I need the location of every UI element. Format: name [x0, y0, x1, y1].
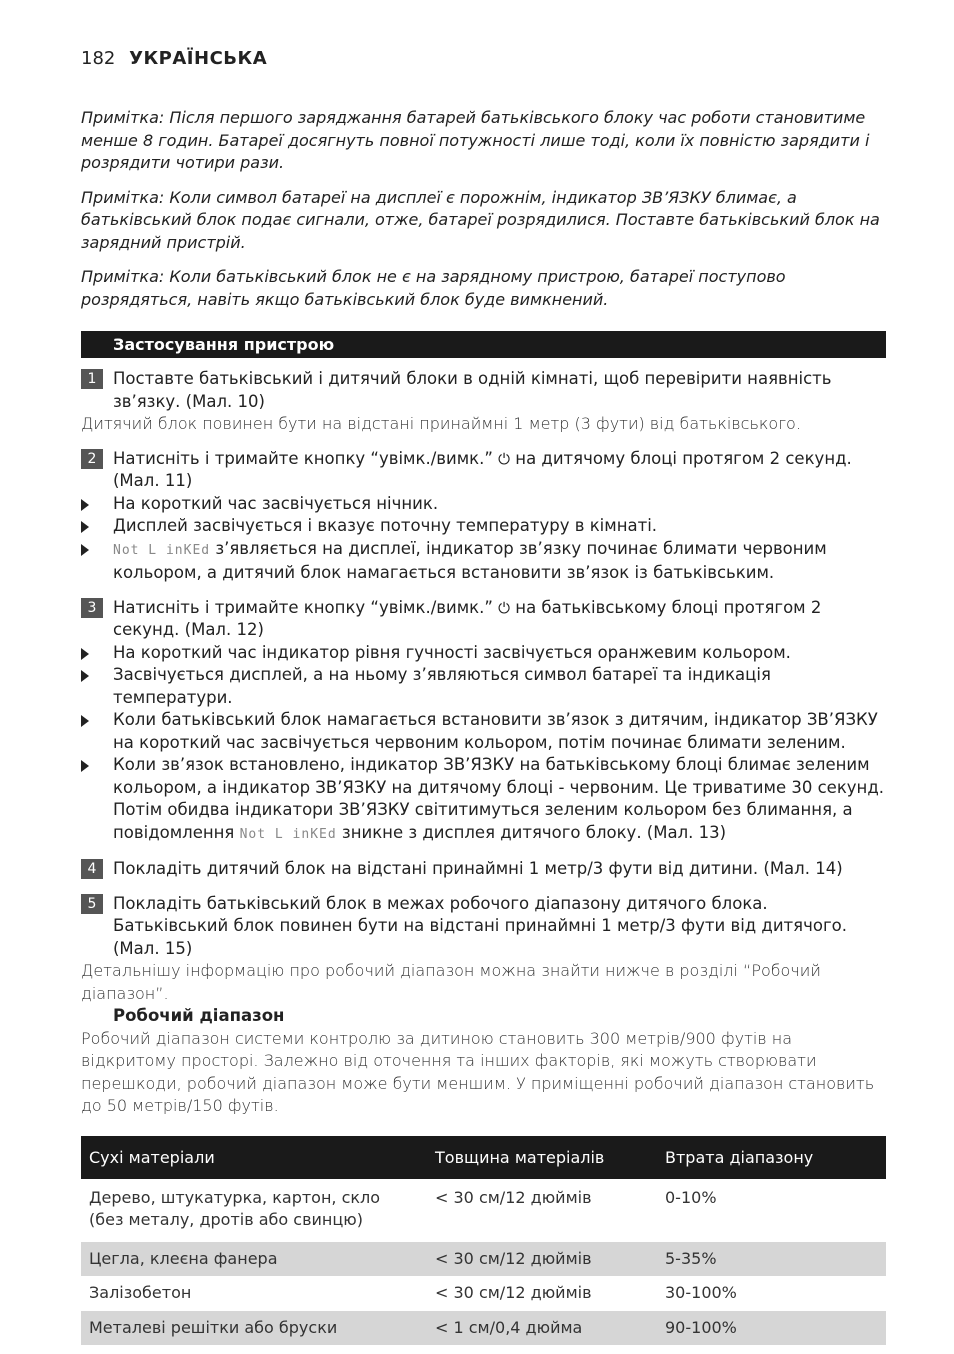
step-2 [81, 448, 886, 493]
table-cell: < 30 см/12 дюймів [435, 1283, 592, 1302]
note-1: Примітка: Після першого заряджання батарей батьківського блоку час роботи становитиме менше 8 годин. Батареї досягнуть повної потужності лише тоді, коли їх повністю зарядити і розрядити чотири рази. [81, 108, 870, 172]
step-text: Натисніть і тримайте кнопку “увімк./вимк.” [113, 597, 499, 617]
table-cell: < 30 см/12 дюймів [427, 1242, 657, 1277]
table-cell: Дерево, штукатурка, картон, скло (без металу, дротів або свинцю) [89, 1187, 381, 1229]
language-title: УКРАЇНСЬКА [129, 48, 268, 69]
step-text: Покладіть дитячий блок на відстані принаймні 1 метр/3 фути від дитини. (Мал. 14) [113, 859, 843, 878]
list-item [81, 754, 886, 846]
table-cell: 5-35% [657, 1242, 886, 1277]
page-number: 182 [81, 48, 116, 69]
bullet-text: зникне з дисплея дитячого блоку. (Мал. 13) [336, 822, 727, 842]
step-1 [81, 368, 886, 413]
table-cell: < 1 см/0,4 дюйма [427, 1311, 657, 1346]
step-5 [81, 893, 886, 961]
list-item [81, 515, 886, 538]
table-cell: 30-100% [665, 1283, 737, 1302]
step-text: Покладіть батьківський блок в межах робочого діапазону дитячого блока. Батьківський блок повинен бути на відстані принаймні 1 метр/3 фути від дитячого. (Мал. 15) [113, 893, 847, 958]
power-icon: ⏻ [498, 449, 511, 468]
table-header: Сухі матеріали [81, 1136, 427, 1179]
table-row [81, 1242, 886, 1277]
step-number: 4 [81, 859, 103, 879]
page-content [81, 0, 886, 1345]
bullet-text: На короткий час індикатор рівня гучності засвічується оранжевим кольором. [113, 642, 791, 662]
step-text: Натисніть і тримайте кнопку “увімк./вимк.” [113, 448, 499, 468]
step-text: Поставте батьківський і дитячий блоки в одній кімнаті, щоб перевірити наявність зв’язку. (Мал. 10) [113, 369, 832, 411]
table-cell: Цегла, клеєна фанера [81, 1242, 427, 1277]
table-cell: 0-10% [665, 1187, 717, 1207]
note-3: Примітка: Коли батьківський блок не є на зарядному пристрою, батареї поступово розрядяться, навіть якщо батьківський блок буде вимкнений. [81, 267, 786, 309]
table-header: Товщина матеріалів [427, 1136, 657, 1179]
lcd-message: Not L inKEd [113, 542, 211, 558]
table-cell: < 30 см/12 дюймів [435, 1187, 592, 1207]
table-row [81, 1179, 886, 1242]
bullet-text: Засвічується дисплей, а на ньому з’являються символ батареї та індикація температури. [113, 665, 771, 707]
bullet-icon [81, 670, 89, 682]
note-2: Примітка: Коли символ батареї на дисплеї є порожнім, індикатор ЗВ’ЯЗКУ блимає, а батьківський блок подає сигнали, отже, батареї розрядилися. Поставте батьківський блок на зарядний пристрій. [81, 187, 880, 252]
bullet-icon [81, 760, 89, 772]
bullet-icon [81, 521, 89, 533]
bullet-icon [81, 544, 89, 556]
step-5-info: Детальнішу інформацію про робочий діапазон можна знайти нижче в розділі “Робочий діапазон”. [81, 961, 821, 1003]
table-cell: Залізобетон [89, 1283, 192, 1302]
bullet-icon [81, 715, 89, 727]
range-title: Робочий діапазон [113, 1006, 285, 1025]
bullet-icon [81, 648, 89, 660]
step-number: 1 [81, 369, 103, 389]
list-item [81, 538, 886, 585]
table-header: Втрата діапазону [657, 1136, 886, 1179]
step-text: на батьківському блоці протягом 2 секунд. (Мал. 12) [113, 597, 822, 639]
power-icon: ⏻ [498, 598, 511, 617]
list-item [81, 642, 886, 665]
bullet-text: з’являється на дисплеї, індикатор зв’язку починає блимати червоним кольором, а дитячий блок намагається встановити зв’язок із батьківським. [113, 538, 827, 582]
list-item [81, 493, 886, 516]
table-header-row [81, 1136, 886, 1179]
bullet-text: Дисплей засвічується і вказує поточну температуру в кімнаті. [113, 516, 658, 535]
table-cell: Металеві решітки або бруски [81, 1311, 427, 1346]
bullet-icon [81, 499, 89, 511]
list-item [81, 709, 886, 754]
step-4 [81, 858, 886, 881]
range-text: Робочий діапазон системи контролю за дитиною становить 300 метрів/900 футів на відкритому просторі. Залежно від оточення та інших факторів, які можуть створювати перешкоди, робочий діапазон може бути меншим. У приміщенні робочий діапазон становить до 50 метрів/150 футів. [81, 1028, 875, 1115]
step-text: на дитячому блоці протягом 2 секунд. (Мал. 11) [113, 448, 852, 490]
range-table [81, 1136, 886, 1346]
table-row [81, 1276, 886, 1311]
table-cell: 90-100% [657, 1311, 886, 1346]
step-number: 3 [81, 598, 103, 618]
bullet-text: Коли зв’язок встановлено, індикатор ЗВ’ЯЗКУ на батьківському блоці блимає зеленим кольором, а індикатор ЗВ’ЯЗКУ на дитячому блоці - червоним. Це триватиме 30 секунд. Потім обидва індикатори ЗВ’ЯЗКУ світитимуться зеленим кольором без блимання, а повідомлення [113, 755, 884, 842]
section-title: Застосування пристрою [81, 331, 886, 358]
bullet-text: На короткий час засвічується нічник. [113, 493, 439, 513]
bullet-text: Коли батьківський блок намагається встановити зв’язок з дитячим, індикатор ЗВ’ЯЗКУ на короткий час засвічується червоним кольором, потім починає блимати зеленим. [113, 710, 878, 752]
table-row [81, 1311, 886, 1346]
list-item [81, 664, 886, 709]
lcd-message: Not L inKEd [239, 826, 337, 842]
step-3 [81, 597, 886, 642]
step-number: 5 [81, 894, 103, 914]
step-number: 2 [81, 449, 103, 469]
step-1-info: Дитячий блок повинен бути на відстані принаймні 1 метр (3 фути) від батьківського. [81, 414, 801, 433]
